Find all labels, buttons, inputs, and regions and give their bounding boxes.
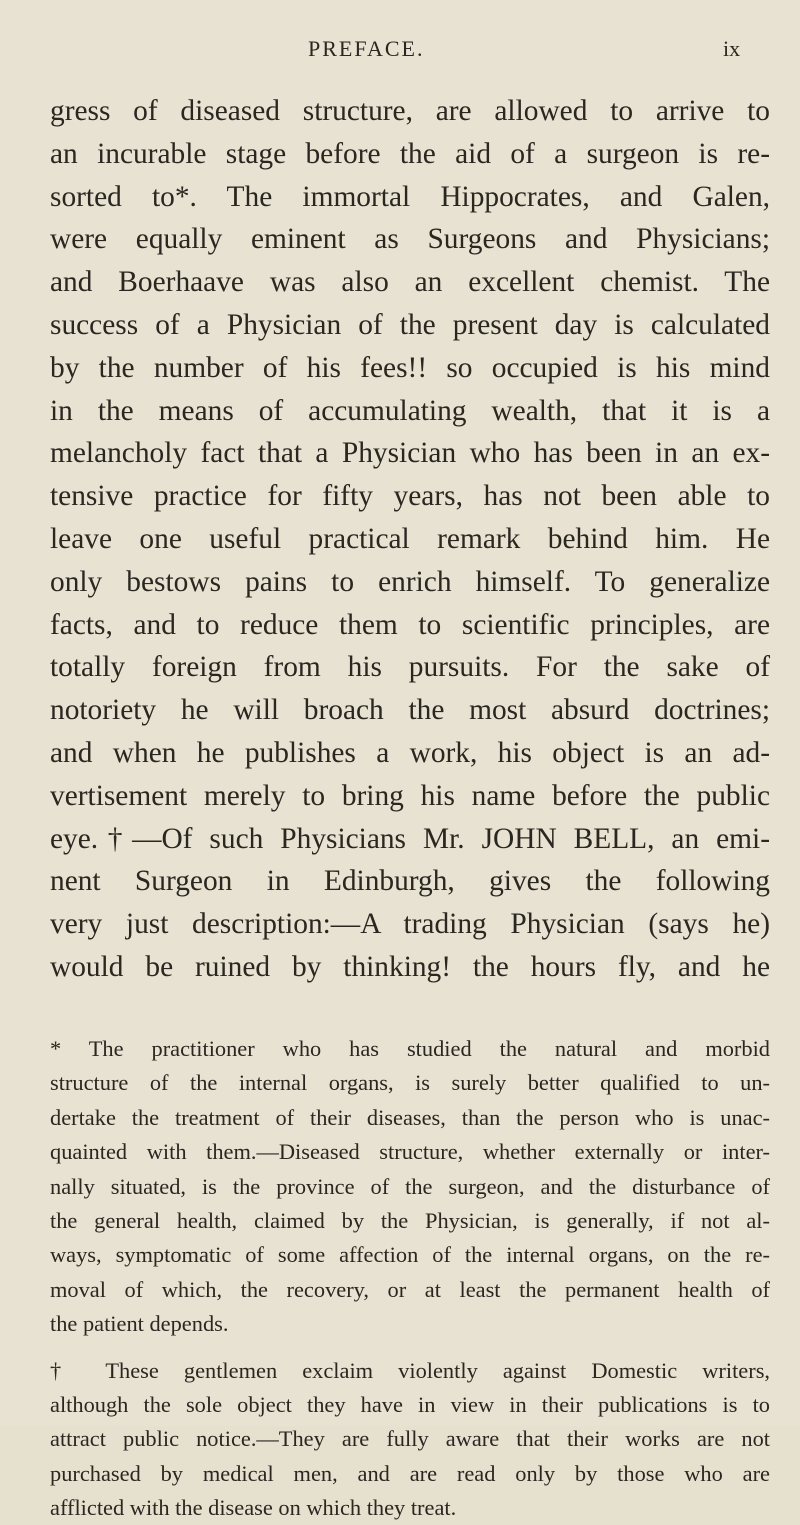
- footnote-line: * The practitioner who has studied the natural and morbid: [50, 1036, 770, 1061]
- text-line: by the number of his fees!! so occupied is his mind: [50, 351, 770, 384]
- text-line: would be ruined by thinking! the hours fly, and he: [50, 950, 770, 983]
- footnotes: [50, 1032, 770, 1525]
- body-text: [50, 90, 770, 989]
- text-line: melancholy fact that a Physician who has been in an ex-: [50, 437, 770, 470]
- text-line: sorted to*. The immortal Hippocrates, and Galen,: [50, 180, 770, 213]
- footnote-line: moval of which, the recovery, or at least the permanent health of: [50, 1276, 770, 1302]
- footnote-line: purchased by medical men, and are read only by those who are: [50, 1460, 770, 1486]
- text-line: and when he publishes a work, his object is an ad-: [50, 736, 770, 769]
- footnote-line: dertake the treatment of their diseases, than the person who is unac-: [50, 1104, 770, 1130]
- footnote-line: nally situated, is the province of the surgeon, and the disturbance of: [50, 1173, 770, 1199]
- text-line: very just description:—A trading Physician (says he): [50, 908, 770, 941]
- footnote-line: the patient depends.: [50, 1311, 229, 1337]
- text-line: totally foreign from his pursuits. For the sake of: [50, 651, 770, 684]
- text-line: gress of diseased structure, are allowed to arrive to: [50, 95, 770, 127]
- text-line: eye.†—Of such Physicians Mr. JOHN BELL, an emi-: [50, 822, 770, 855]
- text-line: success of a Physician of the present day is calculated: [50, 308, 770, 341]
- text-line: vertisement merely to bring his name before the public: [50, 779, 770, 812]
- footnote-dagger: [50, 1354, 770, 1525]
- page-header: [0, 36, 800, 76]
- footnote-line: the general health, claimed by the Physician, is generally, if not al-: [50, 1207, 770, 1233]
- page-number: ix: [723, 36, 741, 61]
- footnote-line: ways, symptomatic of some affection of the internal organs, on the re-: [50, 1242, 770, 1268]
- text-line: leave one useful practical remark behind him. He: [50, 522, 770, 555]
- text-line: in the means of accumulating wealth, that it is a: [50, 394, 770, 427]
- footnote-line: afflicted with the disease on which they treat.: [50, 1495, 457, 1521]
- text-line: only bestows pains to enrich himself. To generalize: [50, 565, 770, 598]
- text-line: nent Surgeon in Edinburgh, gives the following: [50, 865, 770, 898]
- footnote-line: † These gentlemen exclaim violently against Domestic writers,: [50, 1357, 770, 1383]
- footnote-line: attract public notice.—They are fully aware that their works are not: [50, 1426, 770, 1452]
- text-line: notoriety he will broach the most absurd doctrines;: [50, 694, 770, 727]
- running-head: PREFACE.: [308, 36, 425, 61]
- text-line: and Boerhaave was also an excellent chemist. The: [50, 266, 770, 299]
- footnote-line: quainted with them.—Diseased structure, whether externally or inter-: [50, 1139, 770, 1165]
- footnote-line: although the sole object they have in view in their publications is to: [50, 1391, 770, 1417]
- text-line: were equally eminent as Surgeons and Physicians;: [50, 223, 770, 256]
- text-line: an incurable stage before the aid of a surgeon is re-: [50, 137, 770, 170]
- footnote-line: structure of the internal organs, is surely better qualified to un-: [50, 1070, 770, 1096]
- footnote-asterisk: [50, 1032, 770, 1342]
- text-line: facts, and to reduce them to scientific principles, are: [50, 608, 770, 641]
- text-line: tensive practice for fifty years, has not been able to: [50, 480, 770, 513]
